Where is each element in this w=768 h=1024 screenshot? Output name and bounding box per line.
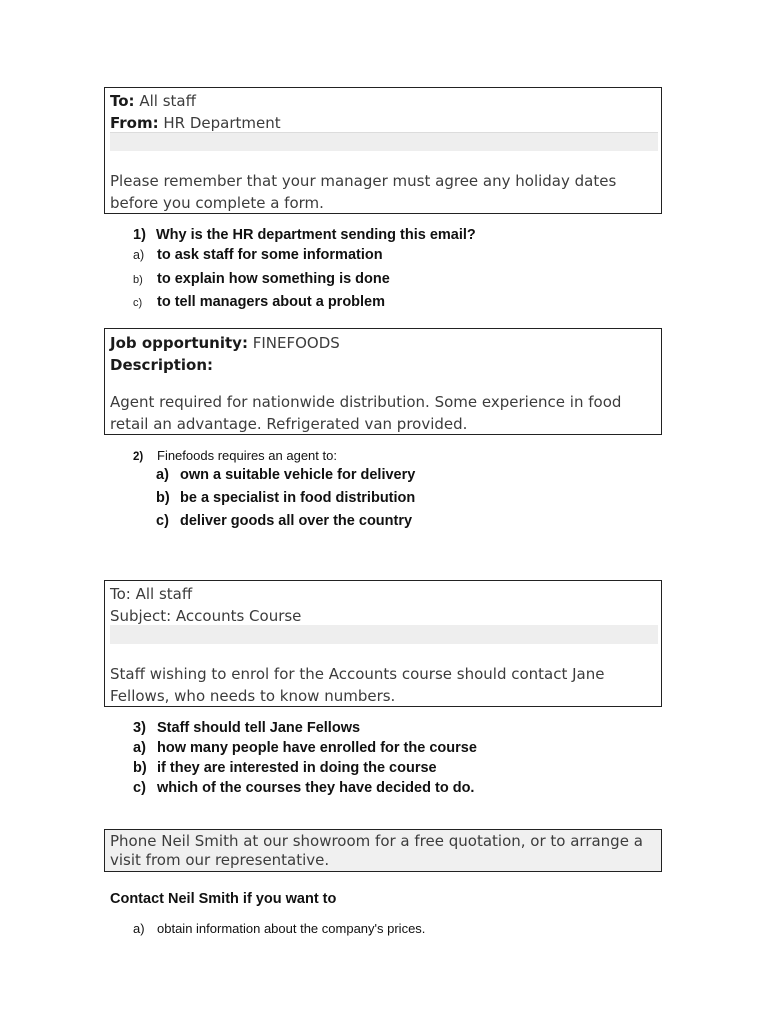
option-text: obtain information about the company's prices. xyxy=(157,921,426,936)
question-3 xyxy=(133,720,360,736)
email-from-value: HR Department xyxy=(163,114,281,132)
question-text: Staff should tell Jane Fellows xyxy=(157,720,361,736)
question-4: Contact Neil Smith if you want to xyxy=(110,891,337,907)
option-text: own a suitable vehicle for delivery xyxy=(180,467,416,483)
email-subject-line: Subject: Accounts Course xyxy=(110,607,302,625)
option-letter: a) xyxy=(133,740,146,756)
option-text: how many people have enrolled for the course xyxy=(157,740,477,756)
question-1 xyxy=(133,227,476,243)
option-letter: c) xyxy=(156,513,169,529)
option-text: if they are interested in doing the course xyxy=(157,760,437,776)
email-to-label: To: xyxy=(110,92,135,110)
option-b xyxy=(133,271,390,287)
option-b xyxy=(133,760,437,776)
showroom-notice-box xyxy=(104,829,662,872)
option-letter: b) xyxy=(133,760,147,776)
option-letter: b) xyxy=(133,274,143,286)
accounts-email-box xyxy=(104,580,662,707)
question-number: 1) xyxy=(133,227,146,243)
option-a xyxy=(133,247,383,263)
option-letter: c) xyxy=(133,780,146,796)
option-text: to ask staff for some information xyxy=(157,247,383,263)
email-body-line: Please remember that your manager must agree any holiday dates xyxy=(110,172,617,190)
job-title-value: FINEFOODS xyxy=(252,334,340,352)
email-subject-bar xyxy=(110,132,658,151)
job-title-label: Job opportunity: xyxy=(110,334,248,352)
option-c xyxy=(133,294,385,310)
option-text: to explain how something is done xyxy=(157,271,390,287)
job-title-line xyxy=(110,334,340,352)
email-to-line xyxy=(110,92,196,110)
hr-email-box xyxy=(104,87,662,214)
option-text: deliver goods all over the country xyxy=(180,513,413,529)
email-body-line: Staff wishing to enrol for the Accounts course should contact Jane xyxy=(110,665,605,683)
notice-line: Phone Neil Smith at our showroom for a free quotation, or to arrange a xyxy=(110,832,643,850)
option-letter: b) xyxy=(156,490,170,506)
question-number: 3) xyxy=(133,720,146,736)
option-letter: a) xyxy=(133,248,145,262)
option-text: be a specialist in food distribution xyxy=(180,490,416,506)
option-b xyxy=(156,490,415,506)
option-c xyxy=(156,513,412,529)
question-text: Why is the HR department sending this email? xyxy=(155,227,476,243)
email-to-value: All staff xyxy=(139,92,196,110)
notice-line: visit from our representative. xyxy=(110,851,330,869)
option-text: which of the courses they have decided to do. xyxy=(157,780,475,796)
email-from-label: From: xyxy=(110,114,159,132)
option-letter: a) xyxy=(133,921,145,936)
question-number: 2) xyxy=(133,451,144,463)
email-body-line: Fellows, who needs to know numbers. xyxy=(110,687,396,705)
option-letter: c) xyxy=(133,297,143,309)
job-body-line: Agent required for nationwide distribution. Some experience in food xyxy=(110,393,622,411)
option-letter: a) xyxy=(156,467,169,483)
option-text: to tell managers about a problem xyxy=(157,294,386,310)
option-c xyxy=(133,780,474,796)
email-body-line: before you complete a form. xyxy=(110,194,324,212)
question-text: Finefoods requires an agent to: xyxy=(157,448,337,463)
email-to-line: To: All staff xyxy=(110,585,193,603)
question-2 xyxy=(133,448,337,463)
option-a xyxy=(156,467,415,483)
job-description-label: Description: xyxy=(110,356,214,374)
job-ad-box xyxy=(104,328,662,435)
email-from-line xyxy=(110,114,281,132)
job-body-line: retail an advantage. Refrigerated van provided. xyxy=(110,415,468,433)
option-a xyxy=(133,740,477,756)
email-blank-bar xyxy=(110,625,658,644)
option-a xyxy=(133,921,425,936)
